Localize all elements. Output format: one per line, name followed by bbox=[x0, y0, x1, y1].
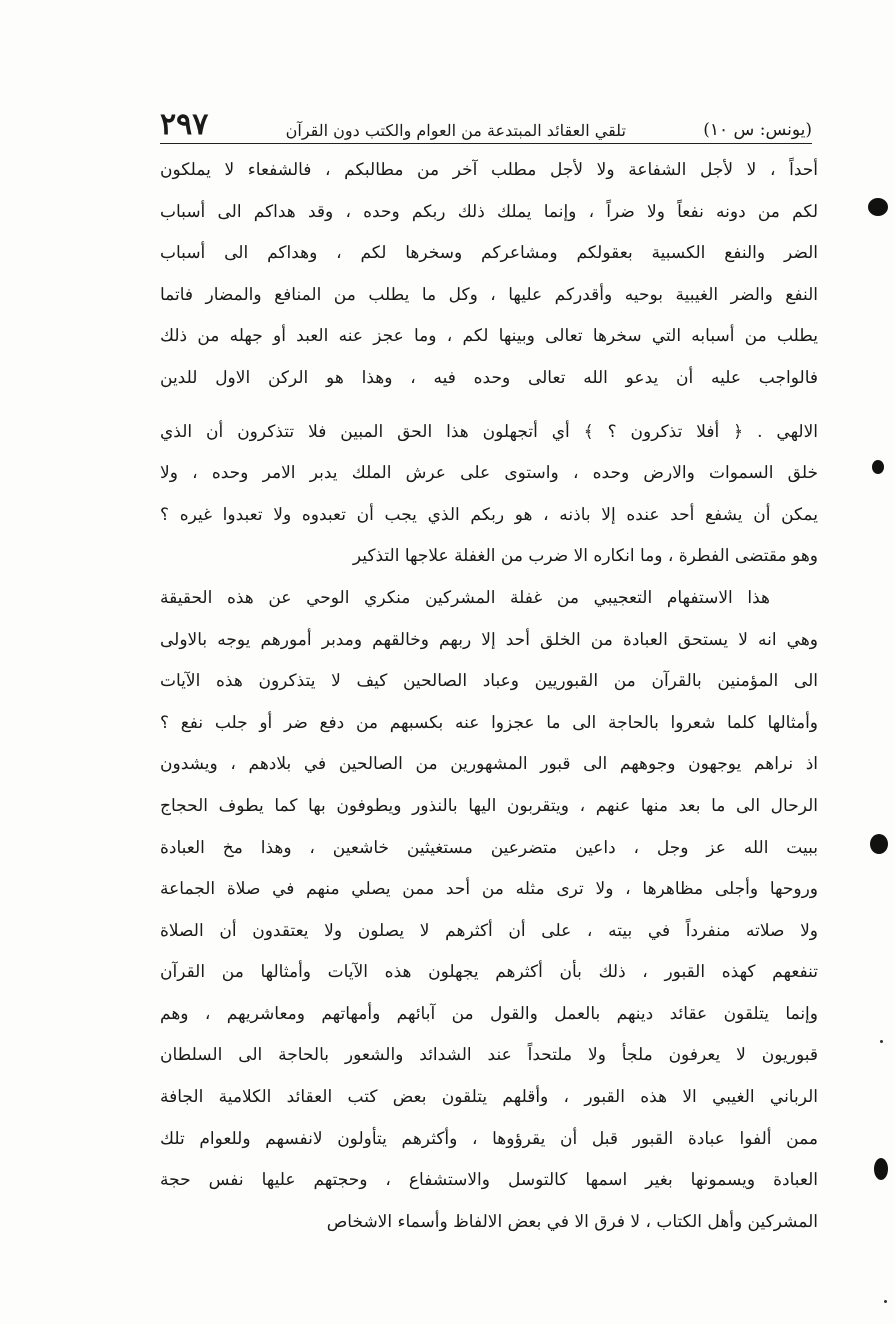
text-line: العبادة ويسمونها بغير اسمها كالتوسل والاستشفاع ، وحجتهم عليها نفس حجة bbox=[160, 1170, 818, 1191]
text-line: وإنما يتلقون عقائد دينهم بالعمل والقول من آبائهم وأمهاتهم ومعاشريهم ، وهم bbox=[160, 1003, 818, 1024]
body-text bbox=[160, 150, 818, 1243]
text-line: فالواجب عليه أن يدعو الله تعالى وحده فيه ، وهذا هو الركن الاول للدين bbox=[160, 367, 818, 388]
text-line: ولا صلاته منفرداً في بيته ، على أن أكثرهم لا يصلون ولا يعتقدون أن الصلاة bbox=[160, 920, 818, 941]
text-line: وهي انه لا يستحق العبادة من الخلق أحد إلا ربهم وخالقهم ومدبر أمورهم يوجه بالاولى bbox=[160, 629, 818, 650]
text-line: اذ نراهم يوجهون وجوههم الى قبور المشهورين من الصالحين في بلادهم ، ويشدون bbox=[160, 754, 818, 775]
surah-reference: (يونس: س ١٠) bbox=[703, 120, 812, 140]
text-line: هذا الاستفهام التعجيبي من غفلة المشركين منكري الوحي عن هذه الحقيقة bbox=[160, 587, 770, 608]
scan-blot bbox=[868, 198, 888, 216]
text-line: قبوريون لا يعرفون ملجأ ولا ملتحداً عند الشدائد والشعور بالحاجة الى السلطان bbox=[160, 1045, 818, 1066]
text-line: تنفعهم كهذه القبور ، ذلك بأن أكثرهم يجهلون هذه الآيات وأمثالها من القرآن bbox=[160, 962, 818, 983]
text-line: أحداً ، لا لأجل الشفاعة ولا لأجل مطلب آخر من مطالبكم ، فالشفعاء لا يملكون bbox=[160, 160, 818, 180]
text-line: وروحها وأجلى مظاهرها ، ولا ترى مثله من أحد ممن يصلي منهم في صلاة الجماعة bbox=[160, 879, 818, 900]
text-line: لكم من دونه نفعاً ولا ضراً ، وإنما يملك ذلك ربكم وحده ، وقد هداكم الى أسباب bbox=[160, 201, 818, 222]
text-line: الرحال الى ما بعد منها عنهم ، ويتقربون اليها بالنذور ويطوفون بها كما يطوف الحجاج bbox=[160, 795, 818, 816]
scan-blot bbox=[872, 460, 884, 474]
scan-blot bbox=[870, 834, 888, 854]
running-title: تلقي العقائد المبتدعة من العوام والكتب دون القرآن bbox=[285, 121, 626, 140]
text-line: ممن ألفوا عبادة القبور قبل أن يقرؤوها ، وأكثرهم يتأولون لانفسهم وللعوام تلك bbox=[160, 1128, 818, 1149]
scan-blot bbox=[874, 1158, 888, 1180]
text-line: وأمثالها كلما شعروا بالحاجة الى ما عجزوا عنه بكسبهم من دفع ضر أو جلب نفع ؟ bbox=[160, 712, 818, 733]
text-line: الى المؤمنين بالقرآن من القبوريين وعباد الصالحين كيف لا يتذكرون هذه الآيات bbox=[160, 671, 818, 692]
scan-speck bbox=[880, 1040, 883, 1043]
text-line: النفع والضر الغيبية بوحيه وأقدركم عليها ، وكل ما يطلب من المنافع والمضار فاتما bbox=[160, 284, 818, 305]
text-line: يمكن أن يشفع أحد عنده إلا باذنه ، هو ربكم الذي يجب أن تعبدوه ولا تعبدوا غيره ؟ bbox=[160, 504, 818, 525]
text-line: يطلب من أسبابه التي سخرها تعالى وبينها لكم ، وما عجز عنه العبد أو جهله من ذلك bbox=[160, 326, 818, 347]
text-line: الضر والنفع الكسبية بعقولكم ومشاعركم وسخرها لكم ، وهداكم الى أسباب bbox=[160, 243, 818, 264]
page-header bbox=[160, 96, 812, 140]
scan-speck bbox=[884, 1300, 887, 1303]
text-line: الرباني الغيبي الا هذه القبور ، وأقلهم يتلقون بعض كتب العقائد الكلامية الجافة bbox=[160, 1087, 818, 1108]
text-line: وهو مقتضى الفطرة ، وما انكاره الا ضرب من الغفلة علاجها التذكير bbox=[352, 546, 818, 567]
header-divider bbox=[160, 143, 812, 144]
text-line: الالهي . ﴿ أفلا تذكرون ؟ ﴾ أي أتجهلون هذا الحق المبين فلا تتذكرون أن الذي bbox=[160, 421, 818, 442]
text-line: ببيت الله عز وجل ، داعين متضرعين مستغيثين خاشعين ، وهذا مخ العبادة bbox=[160, 837, 818, 858]
text-line: خلق السموات والارض وحده ، واستوى على عرش الملك يدبر الامر وحده ، ولا bbox=[160, 463, 818, 484]
text-line: المشركين وأهل الكتاب ، لا فرق الا في بعض الالفاظ وأسماء الاشخاص bbox=[326, 1211, 818, 1232]
page-number: ٢٩٧ bbox=[160, 107, 209, 142]
